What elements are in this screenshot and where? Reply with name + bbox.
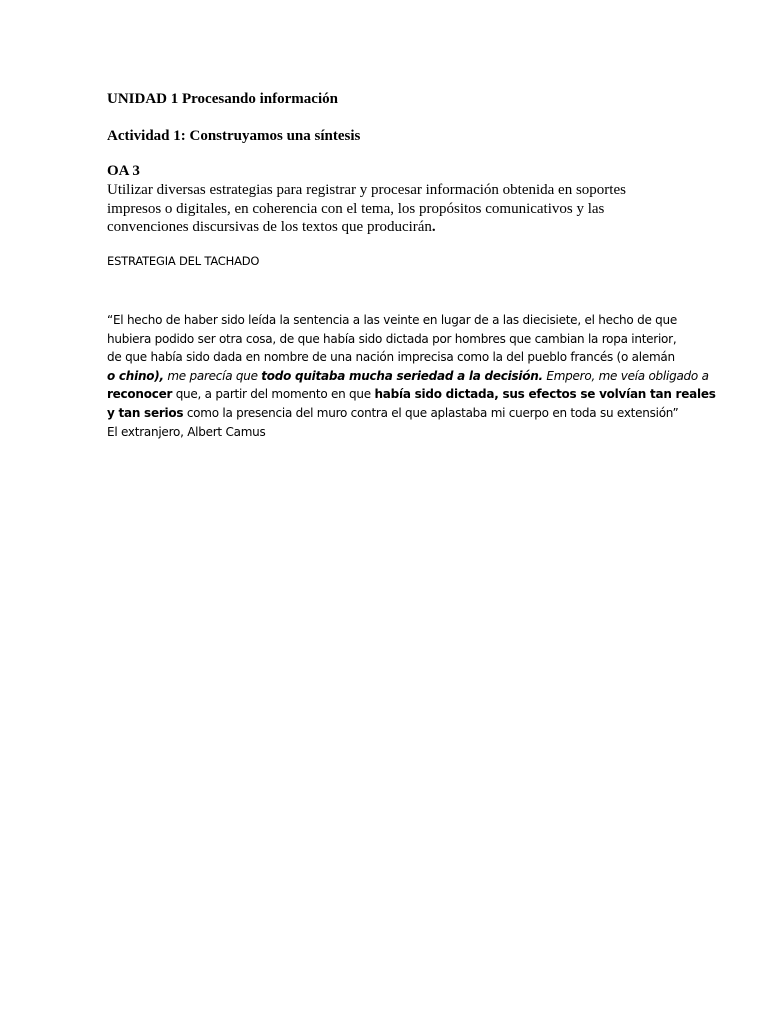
quote-line: hubiera podido ser otra cosa, de que había sido dictada por hombres que cambian la ropa interior, [107,331,677,346]
quote-text: que, a partir del momento en que [172,387,375,402]
activity-heading: Actividad 1: Construyamos una síntesis [107,128,361,144]
objective-line: convenciones discursivas de los textos que producirán [107,219,432,235]
quote-bold-italic: o chino), [107,368,164,383]
quote-line [107,404,679,423]
objective-line: Utilizar diversas estrategias para registrar y procesar información obtenida en soportes [107,182,626,198]
quote-line: de que había sido dada en nombre de una nación imprecisa como la del pueblo francés (o alemán [107,350,675,365]
objective-end-mark: . [431,219,436,235]
quote-attribution: El extranjero, Albert Camus [107,424,266,439]
quote-text: como la presencia del muro contra el que aplastaba mi cuerpo en toda su extensión” [183,405,679,420]
quote-line [107,367,709,386]
objective-line: impresos o digitales, en coherencia con el tema, los propósitos comunicativos y las [107,200,605,217]
quote-line: “El hecho de haber sido leída la sentencia a las veinte en lugar de a las diecisiete, el hecho de que [107,313,677,327]
quote-bold: reconocer [107,387,173,402]
quote-bold: y tan serios [107,405,184,420]
quote-paragraph [107,311,716,441]
quote-italic: Empero, me veía obligado a [542,368,709,383]
quote-bold: había sido dictada, sus efectos se volvían tan reales [374,387,716,402]
strategy-label: ESTRATEGIA DEL TACHADO [107,254,260,268]
quote-italic: me parecía que [163,368,262,383]
unit-heading: UNIDAD 1 Procesando información [107,91,338,107]
quote-line [107,385,716,404]
oa-heading: OA 3 [107,163,140,179]
objective-paragraph [107,181,652,237]
quote-bold-italic: todo quitaba mucha seriedad a la decisión. [261,368,543,383]
